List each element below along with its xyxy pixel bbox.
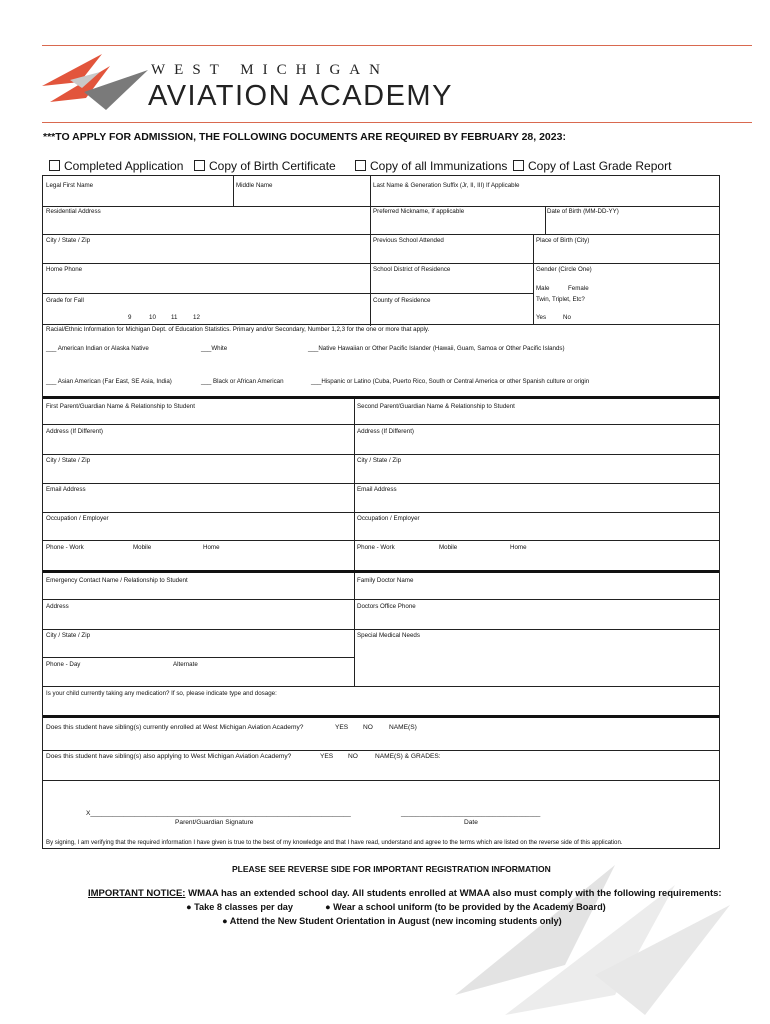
grade-11-option[interactable]: 11 (171, 314, 178, 321)
grade-9-option[interactable]: 9 (128, 314, 132, 321)
county-label: County of Residence (373, 297, 431, 304)
header-rule (42, 122, 752, 123)
reverse-side-notice: PLEASE SEE REVERSE SIDE FOR IMPORTANT REGISTRATION INFORMATION (232, 864, 551, 874)
dob-label: Date of Birth (MM-DD-YY) (547, 208, 619, 215)
second-guardian-name-label: Second Parent/Guardian Name & Relationship to Student (357, 403, 515, 410)
legal-first-name-label: Legal First Name (46, 182, 94, 189)
place-of-birth-label: Place of Birth (City) (536, 237, 590, 244)
family-doctor-label: Family Doctor Name (357, 577, 414, 584)
twin-no-option[interactable]: No (563, 314, 571, 321)
sibling-enrolled-names: NAME(S) (389, 724, 417, 731)
last-name-label: Last Name & Generation Suffix (Jr, II, III) If Applicable (373, 182, 520, 189)
grade-for-fall-label: Grade for Fall (46, 297, 84, 304)
notice-bullet-classes: ● Take 8 classes per day (186, 902, 294, 912)
medication-label: Is your child currently taking any medication? If so, please indicate type and dosage: (46, 690, 277, 697)
checkbox-icon (49, 160, 60, 171)
notice-requirements-row (186, 902, 606, 912)
ethnicity-hispanic[interactable]: ___Hispanic or Latino (Cuba, Puerto Rico, South or Central America or other Spanish culture or origin (311, 378, 590, 385)
ethnicity-instructions: Racial/Ethnic Information for Michigan Dept. of Education Statistics. Primary and/or Secondary, Number 1,2,3 for the one or more that apply. (46, 326, 430, 333)
doctor-phone-label: Doctors Office Phone (357, 603, 416, 610)
notice-bullet-orientation: ● Attend the New Student Orientation in August (new incoming students only) (222, 916, 562, 926)
signature-disclaimer: By signing, I am verifying that the required information I have given is true to the best of my knowledge and that I have read, understand and agree to the terms which are listed on the reverse side of this application. (46, 839, 623, 846)
checkbox-birth-certificate[interactable]: Copy of Birth Certificate (194, 159, 336, 173)
ethnicity-asian[interactable]: ___ Asian American (Far East, SE Asia, India) (46, 378, 172, 385)
sibling-applying-question: Does this student have sibling(s) also applying to West Michigan Aviation Academy? (46, 753, 292, 760)
emergency-address-label: Address (46, 603, 69, 610)
second-guardian-city-label: City / State / Zip (357, 457, 402, 464)
signature-line[interactable]: X_______________________________________________________________________ (86, 810, 351, 817)
second-guardian-home-label: Home (510, 544, 527, 551)
first-guardian-name-label: First Parent/Guardian Name & Relationship to Student (46, 403, 195, 410)
checkbox-icon (355, 160, 366, 171)
twin-yes-option[interactable]: Yes (536, 314, 547, 321)
previous-school-label: Previous School Attended (373, 237, 444, 244)
school-district-label: School District of Residence (373, 266, 451, 273)
first-guardian-occupation-label: Occupation / Employer (46, 515, 109, 522)
second-guardian-phone-work-label: Phone - Work (357, 544, 395, 551)
top-rule (42, 45, 752, 46)
gender-label: Gender (Circle One) (536, 266, 592, 273)
emergency-alternate-label: Alternate (173, 661, 198, 668)
gender-female-option[interactable]: Female (568, 285, 589, 292)
ethnicity-american-indian[interactable]: ___ American Indian or Alaska Native (46, 345, 149, 352)
first-guardian-phone-work-label: Phone - Work (46, 544, 84, 551)
first-guardian-home-label: Home (203, 544, 220, 551)
ethnicity-black[interactable]: ___ Black or African American (201, 378, 284, 385)
application-form (42, 175, 720, 849)
ethnicity-white[interactable]: ___White (201, 345, 228, 352)
emergency-phone-day-label: Phone - Day (46, 661, 81, 668)
signature-label: Parent/Guardian Signature (175, 819, 254, 826)
logo-line2: AVIATION ACADEMY (148, 80, 453, 112)
grade-10-option[interactable]: 10 (149, 314, 156, 321)
sibling-enrolled-no[interactable]: NO (363, 724, 373, 731)
checkbox-last-grade-report[interactable]: Copy of Last Grade Report (513, 159, 671, 173)
sibling-applying-names: NAME(S) & GRADES: (375, 753, 441, 760)
second-guardian-mobile-label: Mobile (439, 544, 458, 551)
checkbox-icon (513, 160, 524, 171)
home-phone-label: Home Phone (46, 266, 83, 273)
sibling-applying-yes[interactable]: YES (320, 753, 334, 760)
first-guardian-mobile-label: Mobile (133, 544, 152, 551)
notice-bullet-uniform: ● Wear a school uniform (to be provided by the Academy Board) (325, 902, 606, 912)
special-medical-needs-label: Special Medical Needs (357, 632, 420, 639)
twin-label: Twin, Triplet, Etc? (536, 296, 585, 303)
date-line[interactable]: ______________________________________ (401, 810, 541, 817)
grade-12-option[interactable]: 12 (193, 314, 200, 321)
residential-address-label: Residential Address (46, 208, 101, 215)
emergency-city-label: City / State / Zip (46, 632, 91, 639)
gender-male-option[interactable]: Male (536, 285, 550, 292)
student-city-label: City / State / Zip (46, 237, 91, 244)
first-guardian-email-label: Email Address (46, 486, 86, 493)
sibling-enrolled-question: Does this student have sibling(s) currently enrolled at West Michigan Aviation Academy? (46, 724, 304, 731)
second-guardian-email-label: Email Address (357, 486, 397, 493)
first-guardian-address-label: Address (If Different) (46, 428, 103, 435)
preferred-nickname-label: Preferred Nickname, if applicable (373, 208, 465, 215)
sibling-applying-no[interactable]: NO (348, 753, 358, 760)
sibling-enrolled-yes[interactable]: YES (335, 724, 349, 731)
second-guardian-occupation-label: Occupation / Employer (357, 515, 420, 522)
second-guardian-address-label: Address (If Different) (357, 428, 414, 435)
ethnicity-hawaiian[interactable]: ___Native Hawaiian or Other Pacific Islander (Hawaii, Guam, Samoa or Other Pacific Islands) (308, 345, 565, 352)
first-guardian-city-label: City / State / Zip (46, 457, 91, 464)
date-label: Date (464, 819, 478, 826)
emergency-contact-label: Emergency Contact Name / Relationship to Student (46, 577, 188, 584)
important-notice: IMPORTANT NOTICE: WMAA has an extended school day. All students enrolled at WMAA also must comply with the following requirements: (88, 888, 722, 899)
checkbox-immunizations[interactable]: Copy of all Immunizations (355, 159, 507, 173)
logo-wing-icon (40, 52, 152, 114)
checkbox-completed-application[interactable]: Completed Application (49, 159, 183, 173)
logo-line1: WEST MICHIGAN (151, 62, 389, 78)
requirements-title: ***TO APPLY FOR ADMISSION, THE FOLLOWING DOCUMENTS ARE REQUIRED BY FEBRUARY 28, 2023: (43, 131, 566, 143)
checkbox-icon (194, 160, 205, 171)
middle-name-label: Middle Name (236, 182, 273, 189)
